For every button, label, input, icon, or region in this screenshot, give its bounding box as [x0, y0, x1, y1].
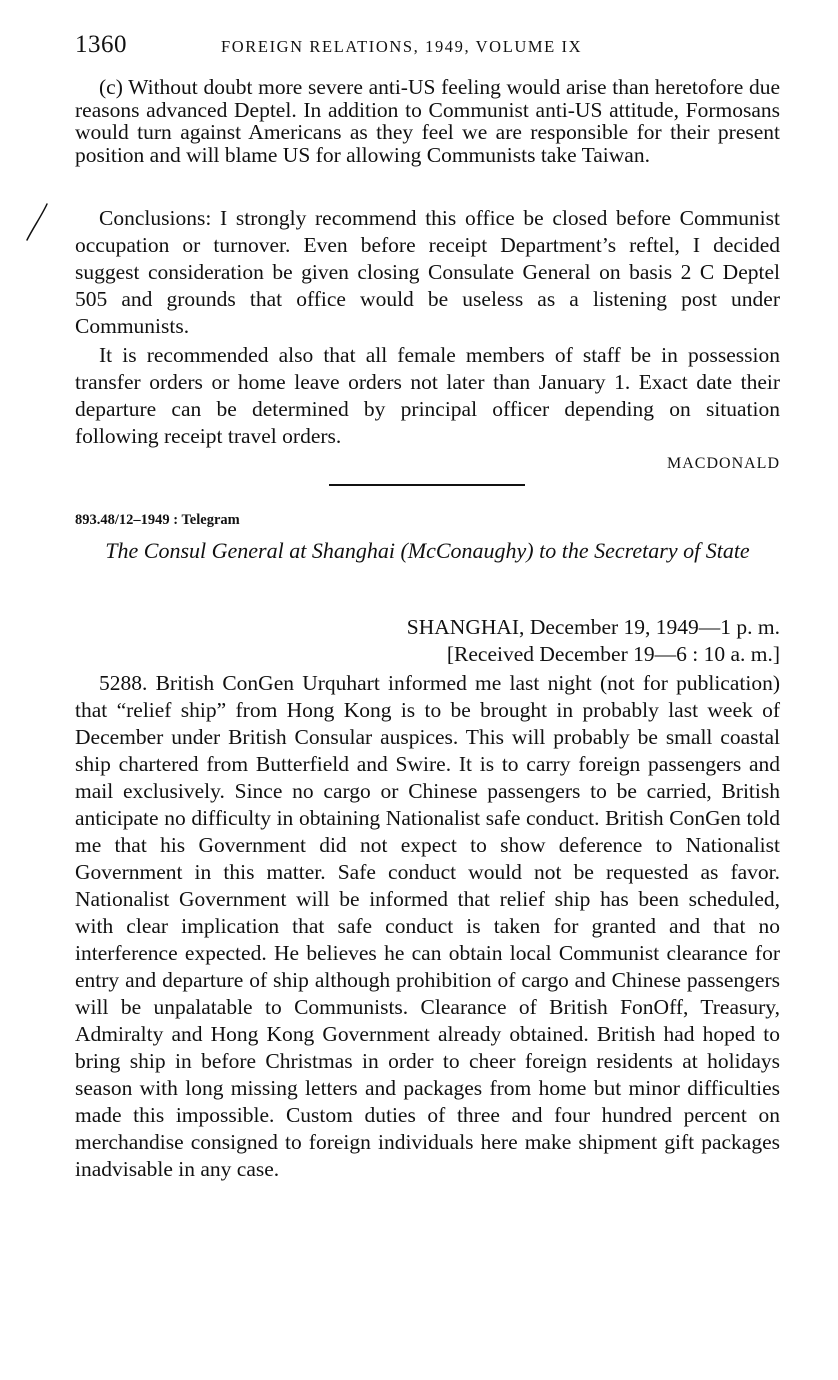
paragraph-c-point: (c) Without doubt more severe anti-US feeling would arise than heretofore due reasons advanced Deptel. In addition to Communist anti-US attitude, Formosans would turn against Americans as they feel we are responsible for their present position and will blame US for allowing Communists take Taiwan.	[75, 75, 780, 167]
running-head: FOREIGN RELATIONS, 1949, VOLUME IX	[221, 37, 583, 56]
section-divider	[329, 484, 525, 486]
paragraph-conclusions: Conclusions: I strongly recommend this office be closed before Communist occupation or turnover. Even before receipt Department’s reftel, I decided suggest consideration be given closing Consulate General on basis 2 C Deptel 505 and grounds that office would be useless as a listening post under Communists.	[75, 206, 780, 338]
dateline-date: December 19, 1949—1 p. m.	[524, 615, 780, 639]
document-title: The Consul General at Shanghai (McConaughy) to the Secretary of State	[105, 538, 750, 563]
page-number: 1360	[75, 31, 127, 58]
file-reference: 893.48/12–1949 : Telegram	[75, 512, 240, 528]
received-time: [Received December 19—6 : 10 a. m.]	[446, 642, 780, 666]
dateline	[407, 614, 780, 641]
telegram-body: 5288. British ConGen Urquhart informed me last night (not for publication) that “relief ship” from Hong Kong is to be brought in probably last week of December under British Consular auspices. This will probably be small coastal ship chartered from Butterfield and Swire. It is to carry foreign passengers and mail exclusively. Since no cargo or Chinese passengers to be carried, British anticipate no difficulty in obtaining Nationalist safe conduct. British ConGen told me that his Government did not expect to show deference to Nationalist Government in this matter. Safe conduct would not be requested as favor. Nationalist Government will be informed that relief ship has been scheduled, with clear implication that safe conduct is taken for granted and that no interference expected. He believes he can obtain local Communist clearance for entry and departure of ship although prohibition of cargo and Chinese passengers will be unpalatable to Communists. Clearance of British FonOff, Treasury, Admiralty and Hong Kong Government already obtained. British had hoped to bring ship in before Christmas in order to cheer foreign residents at holidays season with long missing letters and packages from home but minor difficulties made this impossible. Custom duties of three and four hundred percent on merchandise consigned to foreign individuals here make shipment gift packages inadvisable in any case.	[75, 671, 780, 1181]
paragraph-recommendation: It is recommended also that all female members of staff be in possession transfer orders or home leave orders not later than January 1. Exact date their departure can be determined by principal officer depending on situation following receipt travel orders.	[75, 343, 780, 448]
page-header	[75, 30, 780, 62]
dateline-place: SHANGHAI,	[406, 615, 525, 639]
margin-annotation-mark	[0, 0, 60, 260]
signature-macdonald: MACDONALD	[667, 455, 780, 472]
